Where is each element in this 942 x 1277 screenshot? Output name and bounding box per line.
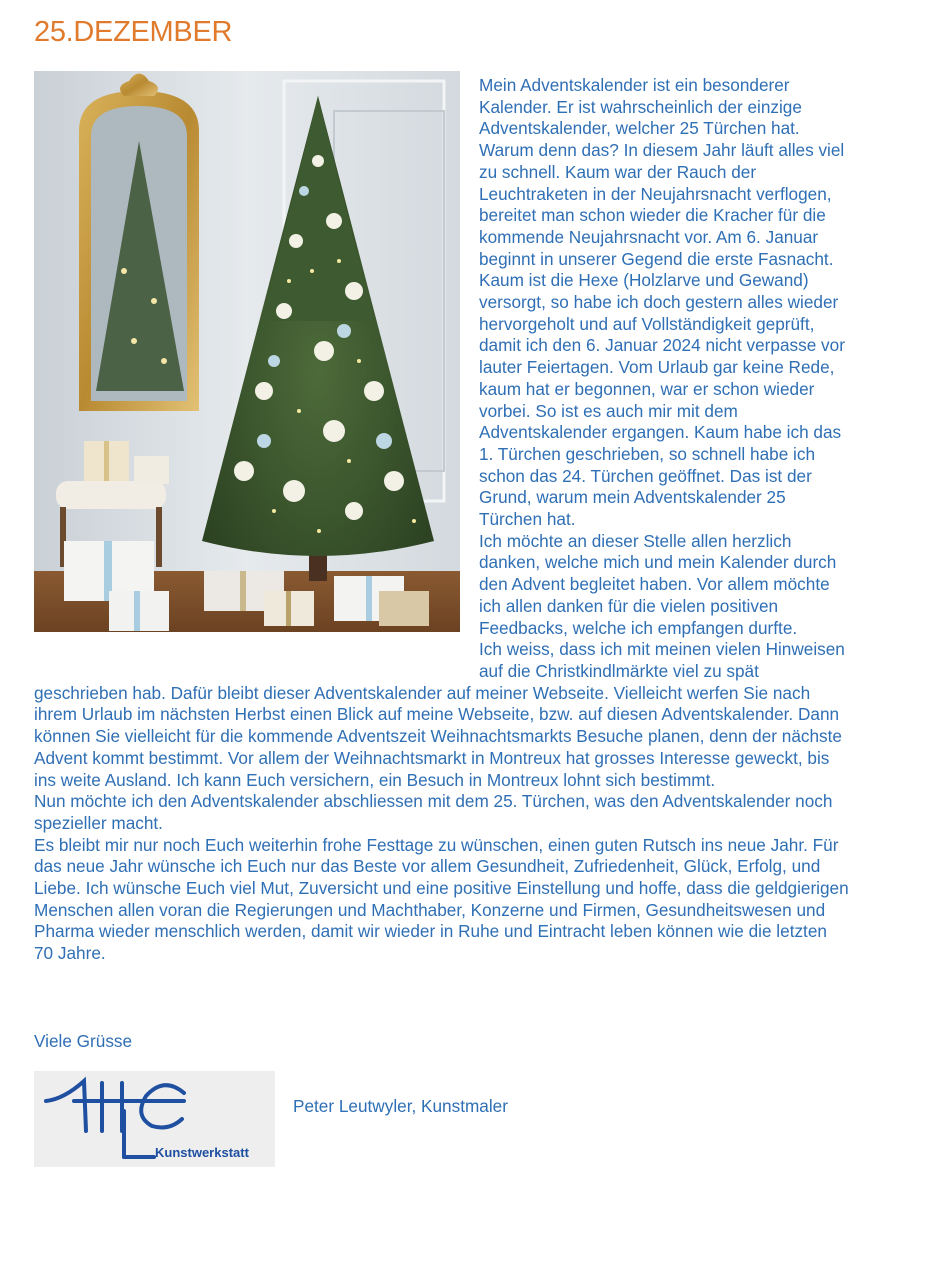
logo-text: Kunstwerkstatt xyxy=(155,1145,249,1160)
page-title: 25.DEZEMBER xyxy=(34,16,233,48)
paragraph-wishes: Es bleibt mir nur noch Euch weiterhin frohe Festtage zu wünschen, einen guten Rutsch ins neue Jahr. Für das neue Jahr wünsche ich Euch nur das Beste vor allem Gesundheit, Zufriedenheit, Glück, Erfolg, und Liebe. Ich wünsche Euch viel Mut, Zuversicht und eine positive Einstellung und hoffe, dass die geldgierigen Menschen allen voran die Regierungen und Machthaber, Konzerne und Firmen, Gesundheitswesen und Pharma wieder menschlich werden, damit wir wieder in Ruhe und Eintracht leben können wie die letzten 70 Jahre. xyxy=(34,834,849,964)
paragraph-intro: Mein Adventskalender ist ein besonderer Kalender. Er ist wahrscheinlich der einzige Adventskalender, welcher 25 Türchen hat. Warum denn das? In diesem Jahr läuft alles viel zu schnell. Kaum war der Rauch der Leuchtraketen in der Neujahrsnacht verflogen, bereitet man schon wieder die Kracher für die kommende Neujahrsnacht vor. Am 6. Januar beginnt in unserer Gegend die erste Fasnacht. Kaum ist die Hexe (Holzlarve und Gewand) versorgt, so habe ich doch gestern alles wieder hervorgeholt und auf Vollständigkeit geprüft, damit ich den 6. Januar 2024 nicht verpasse vor lauter Feiertagen. Vom Urlaub gar keine Rede, kaum hat er begonnen, war er schon wieder vorbei. So ist es auch mir mit dem Adventskalender ergangen. Kaum habe ich das 1. Türchen geschrieben, so schnell habe ich schon das 24. Türchen geöffnet. Das ist der Grund, warum mein Adventskalender 25 Türchen hat. xyxy=(479,75,845,530)
image-spacer xyxy=(34,75,479,671)
article-body xyxy=(34,75,849,965)
signature: Peter Leutwyler, Kunstmaler xyxy=(293,1096,508,1116)
closing-greeting: Viele Grüsse xyxy=(34,1031,133,1051)
kunstwerkstatt-logo xyxy=(34,1071,275,1167)
paragraph-thanks: Ich möchte an dieser Stelle allen herzlich danken, welche mich und mein Kalender durch den Advent begleitet haben. Vor allem möchte ich allen danken für die vielen positiven Feedbacks, welche ich empfangen durfte. xyxy=(479,530,837,638)
paragraph-closing-door: Nun möchte ich den Adventskalender abschliessen mit dem 25. Türchen, was den Adventskalender noch spezieller macht. xyxy=(34,791,833,833)
paragraph-markets: Ich weiss, dass ich mit meinen vielen Hinweisen auf die Christkindlmärkte viel zu spät geschrieben hab. Dafür bleibt dieser Adventskalender auf meiner Webseite. Vielleicht werfen Sie nach ihrem Urlaub im nächsten Herbst einen Blick auf meine Webseite, bzw. auf diesen Adventskalender. Dann können Sie vielleicht für die kommende Adventszeit Weihnachtsmarkts Besuche planen, denn der nächste Advent kommt bestimmt. Vor allem der Weihnachtsmarkt in Montreux hat grosses Interesse geweckt, bis ins weite Ausland. Ich kann Euch versichern, ein Besuch in Montreux lohnt sich bestimmt. xyxy=(34,639,845,790)
